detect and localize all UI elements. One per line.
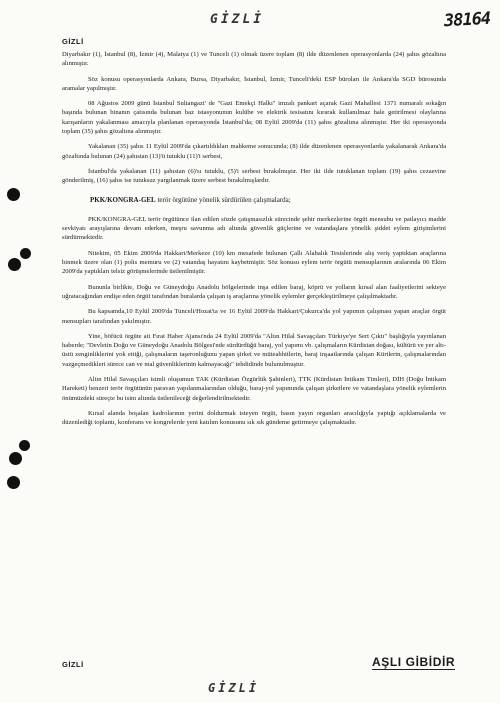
- paragraph: Diyarbakır (1), İstanbul (8), İzmir (4), Malatya (1) ve Tunceli (1) olmak üzere toplam (8) ilde düzenlenen operasyonlarda (24) şahıs gözaltına alınmıştır.: [62, 51, 446, 68]
- section-heading: [90, 196, 446, 205]
- paragraph: PKK/KONGRA-GEL terör örgütünce ilan edilen sözde çatışmasızlık sürecinde şehir merkezlerine örgüt mensubu ve patlayıcı madde sevkiyatı arayışlarına devam ederken, meşru savunma adı altında güvenlik güçlerine ve vatandaşlara yönelik şiddet eylem girişimlerini sürdürmektedir.: [62, 215, 446, 242]
- punch-hole: [9, 452, 22, 465]
- footer-stamp: GİZLİ: [208, 681, 260, 695]
- punch-hole: [7, 476, 20, 489]
- punch-hole: [19, 440, 30, 451]
- document-body: [62, 50, 446, 434]
- punch-hole: [8, 258, 21, 271]
- paragraph: Bu kapsamda,10 Eylül 2009'da Tunceli/Hozat'ta ve 16 Eylül 2009'da Hakkari/Çukurca'da yol yapımın çalışması yapan araçlar örgüt mensupları tarafından yakılmıştır.: [62, 308, 446, 325]
- section-heading-text: terör örgütüne yönelik sürdürülen çalışmalarda;: [155, 195, 291, 204]
- paragraph: Yakalanan (35) şahıs 11 Eylül 2009'da çıkartıldıkları mahkeme sonucunda; (8) ilde düzenlenen operasyonlarda yakalanarak Ankara'da gözaltında bulunan (24) şahıstan (13)'ü tutuklu (11)'i serbest,: [62, 143, 446, 160]
- paragraph: İstanbul'da yakalanan (11) şahıstan (6)'sı tutuklu, (5)'i serbest bırakılmıştır. Her iki ilde tutuklanan toplam (19) şahıs cezaevine gönderilmiş, (16) şahıs ise tutuksuz yargılanmak üzere serbest bırakılmışlardır.: [62, 167, 446, 185]
- handwritten-page-number: 38164: [443, 8, 491, 32]
- header-stamp: GİZLİ: [210, 12, 265, 27]
- paragraph: 08 Ağustos 2009 günü İstanbul Sultangazi' de "Gazi Emekçi Halkı" imzalı pankart açarak Gazi Mahallesi 1371 numaralı sokağın başında bulunan binanın çatısında bulunan baz istasyonunun kulübe ve elektrik tesisatını kırarak kullanılmaz hale getirilmesi olaylarına karışanların yakalanması amacıyla planlanan operasyonda İstanbul'da; 08 Eylül 2009'da (11) şahıs gözaltına alınmıştır. Her iki operasyonda toplam (35) şahıs gözaltına alınmıştır.: [62, 100, 446, 136]
- section-heading-organization: PKK/KONGRA-GEL: [90, 195, 156, 204]
- punch-hole: [20, 248, 31, 259]
- paragraph: Nitekim, 05 Ekim 2009'da Hakkari/Merkeze (10) km mesafede bulunan Çallı Alabalık Tesislerinde alış veriş yaptıktan araçlarına binmek üzere olan (1) polis memuru ve (2) vatandaş hayatını kaybetmiştir. Söz konusu eylem terör örgütü mensuplarının aralarında 06 Ekim 2009'da yaptıkları telsiz görüşmelerinde üstlenilmiştir.: [62, 249, 446, 276]
- paragraph: Kırsal alanda boşalan kadrolarının yerini doldurmak isteyen örgüt, basın yayın organları aracılığıyla yaptığı açıklamalarda ve düzenlediği toplantı, konferans ve kongrelerde yeni katılım konusunu sık sık gündeme getirmeye çalışmaktadır.: [62, 409, 446, 427]
- certified-copy-stamp: AŞLI GİBİDİR: [372, 655, 456, 669]
- classification-label-bottom: GİZLİ: [62, 660, 84, 669]
- paragraph: Bununla birlikte, Doğu ve Güneydoğu Anadolu bölgelerinde inşa edilen baraj, köprü ve yolların kırsal alan faaliyetlerini sekteye uğratacağından endişe eden örgüt tarafından buralarda çalışan iş araçlarına yönelik eylemler gerçekleştirilmeye çalışılmaktadır.: [62, 283, 446, 300]
- paragraph: Altın Hilal Savaşçıları isimli oluşumun TAK (Kürdistan Özgürlük Şahinleri), TTK (Kürdistan İntikam Timleri), DİH (Doğu İntikam Hareketi) benzeri terör örgütünün paravan yapılanmalarından olduğu, baraj-yol yapımında çalışan şirketlere ve vatandaşlara yönelik eylemlerin önümüzdeki süreçte bu isim altında üstlenileceği değerlendirilmektedir.: [62, 376, 446, 402]
- classification-label-top: GİZLİ: [62, 37, 84, 46]
- punch-hole: [7, 188, 20, 201]
- paragraph: Yine, böfücü örgüte ait Fırat Haber Ajansı'nda 24 Eylül 2009'da "Altın Hilal Savaşçıları Türkiye'ye Sert Çıktı" başlığıyla yayınlanan haberde; "Devletin Doğu ve Güneydoğu Anadolu Bölgesi'nde sürdürdüğü baraj, yol yapımı vb. çalışmaların Kürdistan doğası, kültürü ve yer altı-üstü zenginliklerini yok ettiği, çalışmaların taşeronluğunu yapan şirket ve müteahhitlerin, baraj inşaatlarında çalışan Kürtlerin, çalışmalarından vazgeçmedikleri sürece can ve mal güvenliklerinin kalmayacağı" tehdidinde bulunulmuştur.: [62, 332, 446, 368]
- paragraph: Söz konusu operasyonlarda Ankara, Bursa, Diyarbakır, İstanbul, İzmir, Tunceli'deki ESP büroları ile Ankara'da SGD bürosunda aramalar yapılmıştır.: [62, 75, 446, 92]
